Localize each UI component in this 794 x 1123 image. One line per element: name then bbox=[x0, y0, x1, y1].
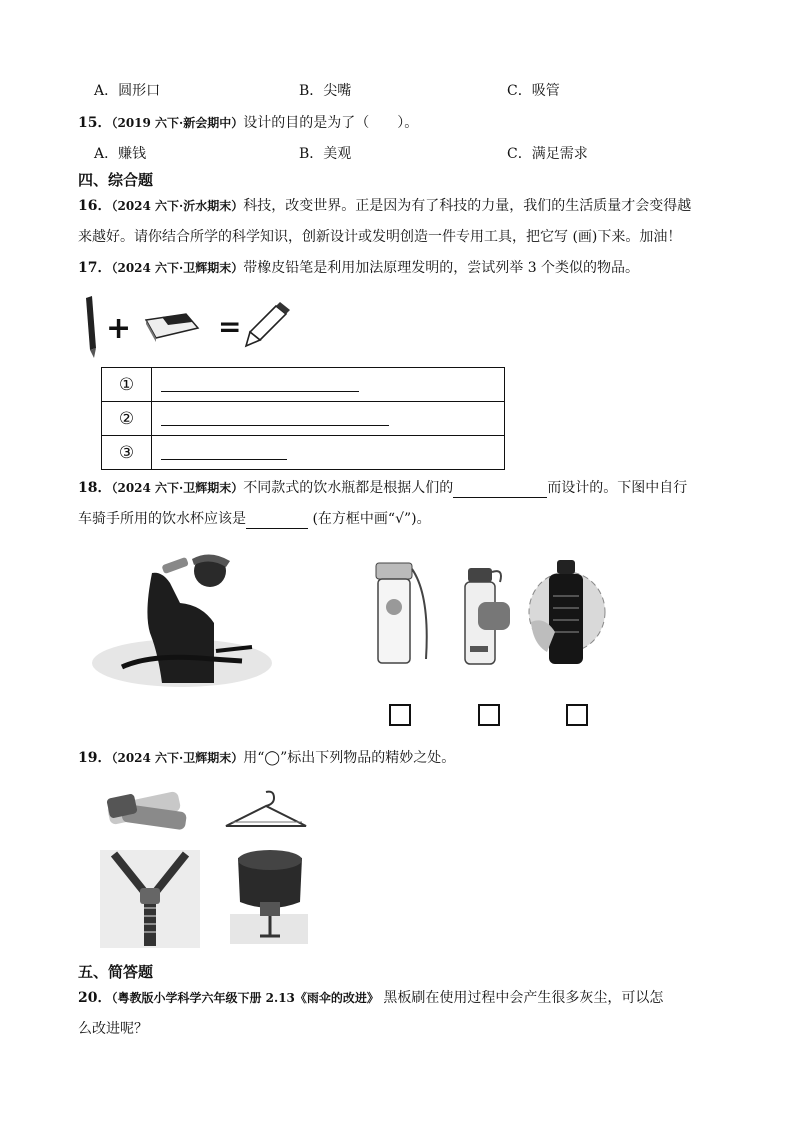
cycling-squeeze-bottle-image bbox=[525, 556, 615, 670]
q14-option-c: C．吸管 bbox=[507, 83, 560, 99]
question-number: 19． bbox=[78, 750, 112, 766]
question-source: （2024 六下·沂水期末） bbox=[111, 199, 244, 213]
answer-cell[interactable] bbox=[152, 402, 505, 436]
row-number: ③ bbox=[102, 436, 152, 470]
table-row bbox=[102, 368, 505, 402]
answer-cell[interactable] bbox=[152, 368, 505, 402]
answer-blank[interactable] bbox=[161, 390, 359, 392]
answer-blank[interactable] bbox=[161, 458, 287, 460]
fill-blank[interactable] bbox=[453, 481, 547, 498]
question-text: 而设计的。下图中自行 bbox=[547, 480, 688, 496]
row-number: ② bbox=[102, 402, 152, 436]
plus-sign: + bbox=[106, 311, 132, 346]
question-source: （2019 六下·新会期中） bbox=[111, 116, 244, 130]
equals-sign: = bbox=[218, 310, 242, 343]
checkbox-bottle-2[interactable] bbox=[478, 704, 500, 726]
question-text: 不同款式的饮水瓶都是根据人们的 bbox=[243, 480, 454, 496]
folded-eraser-tool-image bbox=[104, 788, 188, 832]
answer-blank[interactable] bbox=[161, 424, 389, 426]
pencil-eraser-equation bbox=[80, 292, 300, 358]
fill-blank[interactable] bbox=[246, 512, 308, 529]
q14-option-a: A．圆形口 bbox=[94, 83, 161, 99]
q14-option-b: B．尖嘴 bbox=[299, 83, 352, 99]
answer-cell[interactable] bbox=[152, 436, 505, 470]
question-number: 20． bbox=[78, 990, 112, 1006]
question-text: 科技，改变世界。正是因为有了科技的力量，我们的生活质量才会变得越 bbox=[243, 198, 692, 214]
sport-bottle-with-straw-image bbox=[458, 564, 518, 670]
checkbox-bottle-3[interactable] bbox=[566, 704, 588, 726]
q20-question-line2: 么改进呢？ bbox=[78, 1021, 148, 1037]
q18-question-line1 bbox=[78, 478, 687, 498]
clear-tumbler-bottle-image bbox=[370, 555, 450, 670]
question-number: 18． bbox=[78, 480, 112, 496]
zipper-image bbox=[100, 850, 200, 948]
question-text: (在方框中画“√”)。 bbox=[308, 511, 431, 527]
question-number: 17． bbox=[78, 260, 112, 276]
cyclist-drinking-image bbox=[92, 543, 272, 689]
eraser-icon bbox=[146, 314, 198, 342]
table-row bbox=[102, 402, 505, 436]
q15-option-c: C．满足需求 bbox=[507, 146, 588, 162]
q17-question bbox=[78, 258, 639, 278]
question-source: （2024 六下·卫辉期末） bbox=[111, 751, 244, 765]
question-text: 带橡皮铅笔是利用加法原理发明的，尝试列举 3 个类似的物品。 bbox=[243, 260, 640, 276]
q16-question-line2: 来越好。请你结合所学的科学知识，创新设计或发明创造一件专用工具，把它写 (画)下来。加油！ bbox=[78, 229, 682, 245]
q20-question-line1 bbox=[78, 988, 663, 1008]
question-source: （2024 六下·卫辉期末） bbox=[111, 481, 244, 495]
row-number: ① bbox=[102, 368, 152, 402]
q15-option-a: A．赚钱 bbox=[94, 146, 147, 162]
q16-question-line1 bbox=[78, 196, 691, 216]
question-text: 用“◯”标出下列物品的精妙之处。 bbox=[243, 750, 456, 766]
question-source: （粤教版小学科学六年级下册 2.13《雨伞的改进》 bbox=[111, 991, 379, 1005]
question-source: （2024 六下·卫辉期末） bbox=[111, 261, 244, 275]
section-heading-5: 五、简答题 bbox=[78, 963, 154, 981]
clothes-hanger-image bbox=[222, 786, 310, 834]
q15-question bbox=[78, 113, 418, 133]
question-text: 黑板刷在使用过程中会产生很多灰尘，可以怎 bbox=[378, 990, 664, 1006]
portable-bag-stool-image bbox=[230, 844, 308, 944]
pencil-with-eraser-icon bbox=[246, 302, 290, 346]
question-text: 设计的目的是为了（ ）。 bbox=[243, 115, 419, 131]
table-row bbox=[102, 436, 505, 470]
pencil-icon bbox=[86, 296, 96, 358]
q19-question bbox=[78, 748, 455, 768]
question-number: 15． bbox=[78, 115, 112, 131]
q15-option-b: B．美观 bbox=[299, 146, 352, 162]
q18-question-line2 bbox=[78, 509, 431, 529]
q17-answer-table bbox=[101, 367, 505, 470]
section-heading-4: 四、综合题 bbox=[78, 171, 154, 189]
checkbox-bottle-1[interactable] bbox=[389, 704, 411, 726]
question-text: 车骑手所用的饮水杯应该是 bbox=[78, 511, 246, 527]
question-number: 16． bbox=[78, 198, 112, 214]
